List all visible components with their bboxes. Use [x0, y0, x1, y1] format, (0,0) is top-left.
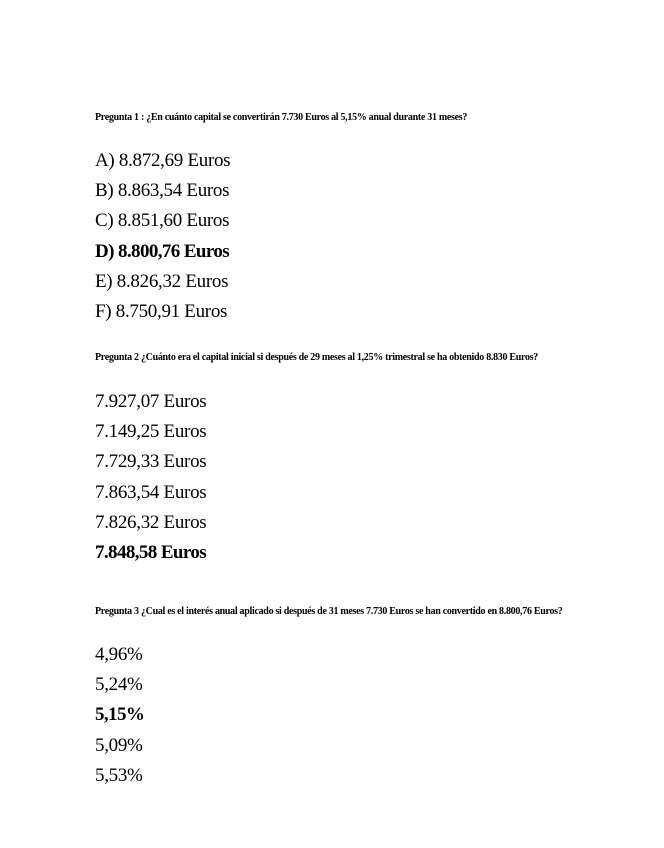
question-1 — [95, 112, 565, 327]
answer-option: B) 8.863,54 Euros — [95, 180, 230, 202]
answer-option-correct: D) 8.800,76 Euros — [95, 240, 230, 262]
question-3 — [95, 606, 565, 791]
answer-option: 7.149,25 Euros — [95, 421, 207, 443]
question-2 — [95, 352, 565, 568]
question-2-text: Pregunta 2 ¿Cuánto era el capital inicial si después de 29 meses al 1,25% trimestral se ha obtenido 8.830 Euros? — [95, 352, 538, 363]
answer-option: C) 8.851,60 Euros — [95, 210, 230, 232]
answer-option: A) 8.872,69 Euros — [95, 150, 231, 171]
question-3-options — [95, 640, 565, 791]
answer-option: 5,24% — [95, 674, 143, 696]
question-1-options — [95, 146, 565, 327]
answer-option: E) 8.826,32 Euros — [95, 270, 229, 292]
answer-option: 7.863,54 Euros — [95, 481, 207, 503]
answer-option: 7.729,33 Euros — [95, 451, 207, 473]
answer-option: 5,09% — [95, 734, 143, 756]
answer-option-correct: 5,15% — [95, 704, 145, 726]
question-2-options — [95, 387, 565, 568]
question-1-text: Pregunta 1 : ¿En cuánto capital se convertirán 7.730 Euros al 5,15% anual durante 31 meses? — [95, 112, 468, 123]
answer-option-correct: 7.848,58 Euros — [95, 541, 207, 563]
answer-option: 7.927,07 Euros — [95, 391, 207, 412]
answer-option: 7.826,32 Euros — [95, 511, 207, 533]
answer-option: F) 8.750,91 Euros — [95, 300, 228, 322]
answer-option: 5,53% — [95, 764, 143, 786]
question-3-text: Pregunta 3 ¿Cual es el interés anual aplicado si después de 31 meses 7.730 Euros se han convertido en 8.800,76 Euros? — [95, 606, 563, 617]
answer-option: 4,96% — [95, 644, 143, 665]
